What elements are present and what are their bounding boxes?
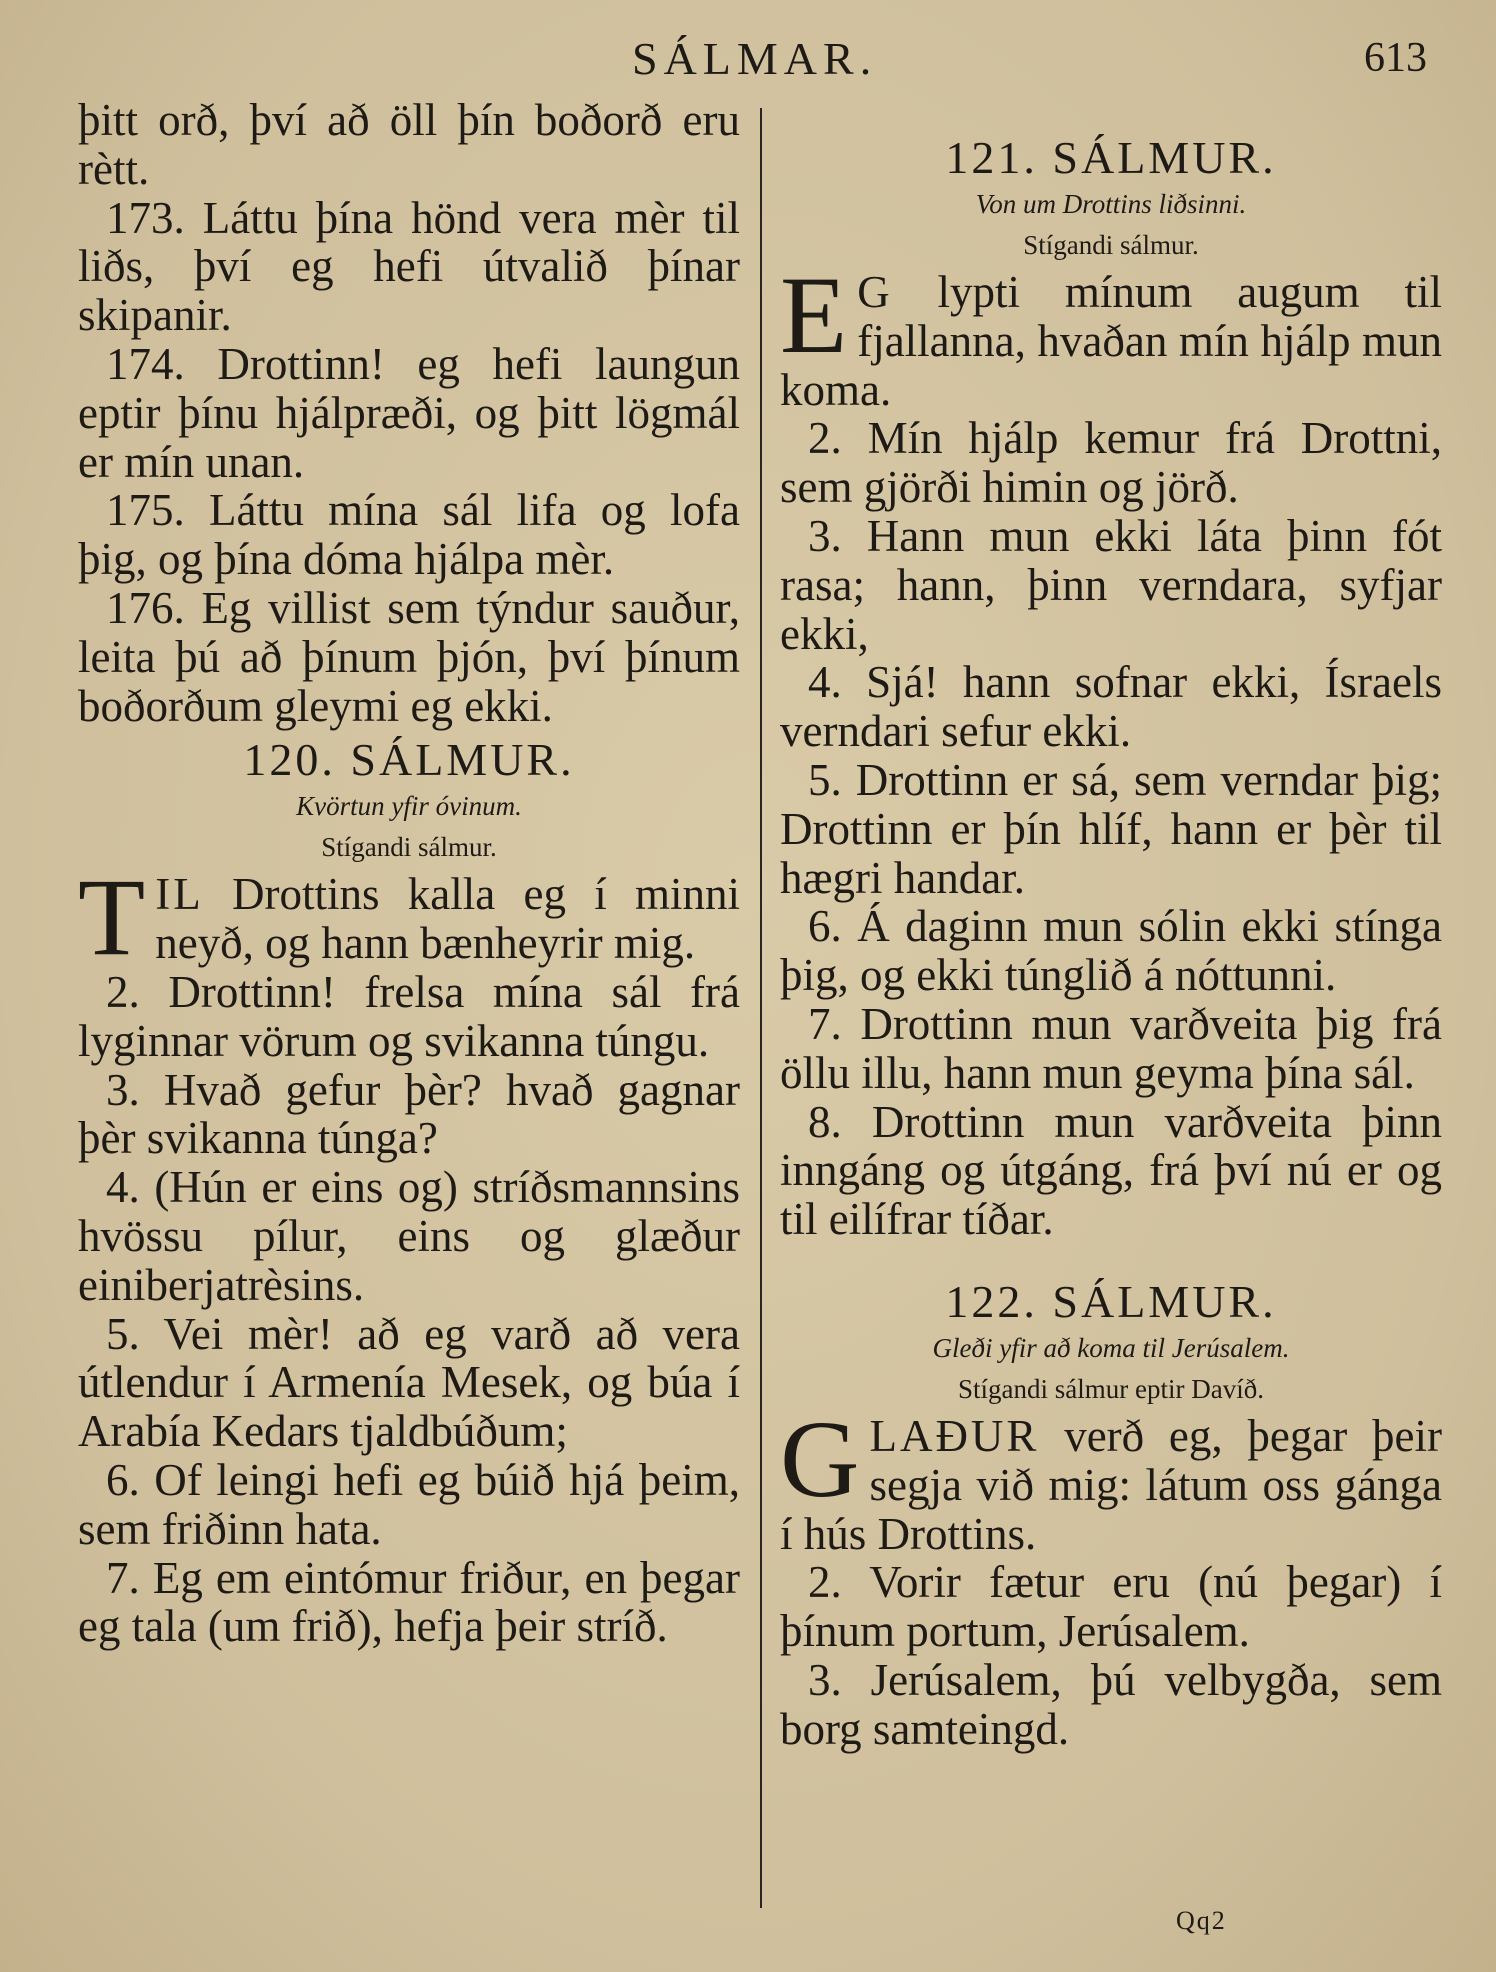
- running-title: SÁLMAR.: [632, 33, 878, 84]
- psalm-121-verse-8: 8. Drottinn mun varðveita þinn inngáng og útgáng, frá því nú er og til eilífrar tíðar.: [780, 1096, 1442, 1245]
- psalm-120-verse-2: 2. Drottinn! frelsa mína sál frá lyginnar vörum og svikanna túngu.: [78, 966, 740, 1066]
- psalm-120-verse-1: [78, 856, 740, 979]
- column-divider: [760, 108, 762, 1908]
- psalm-120-tune: Stígandi sálmur.: [321, 832, 497, 863]
- verse-174: 174. Drottinn! eg hefi laungun eptir þínu hjálpræði, og þitt lögmál er mín unan.: [78, 338, 740, 487]
- psalm-121-verse-4: 4. Sjá! hann sofnar ekki, Ísraels verndari sefur ekki.: [780, 657, 1442, 757]
- verse-text: verð eg, þegar þeir segja við mig: látum oss gánga í hús Drottins.: [780, 1410, 1442, 1559]
- psalm-120-title: 120. SÁLMUR.: [243, 734, 575, 786]
- small-caps: G: [857, 267, 893, 317]
- psalm-121-verse-2: 2. Mín hjálp kemur frá Drottni, sem gjörði himin og jörð.: [780, 413, 1442, 513]
- psalm-121-verse-1: [780, 254, 1442, 415]
- psalm-121-title: 121. SÁLMUR.: [945, 132, 1277, 183]
- small-caps: LAÐUR: [869, 1410, 1040, 1461]
- left-column: [78, 96, 740, 1651]
- verse-text: lypti mínum augum til fjallanna, hvaðan mín hjálp mun koma.: [780, 267, 1442, 415]
- psalm-121-tune: Stígandi sálmur.: [1023, 230, 1199, 260]
- right-column: [780, 128, 1442, 1754]
- psalm-122-subtitle: Gleði yfir að koma til Jerúsalem.: [932, 1332, 1290, 1363]
- psalm-122-verse-3: 3. Jerúsalem, þú velbygða, sem borg samteingd.: [780, 1654, 1442, 1754]
- psalm-121-subtitle: Von um Drottins liðsinni.: [975, 189, 1247, 219]
- verse-175: 175. Láttu mína sál lifa og lofa þig, og þína dóma hjálpa mèr.: [78, 485, 740, 585]
- drop-cap: G: [780, 1397, 860, 1520]
- psalm-122-verse-1: [780, 1397, 1442, 1559]
- verse-continuation: þitt orð, því að öll þín boðorð eru rètt.: [78, 95, 740, 194]
- printer-signature: Qq2: [1176, 1906, 1227, 1935]
- spacer: [780, 1244, 1442, 1272]
- psalm-122-tune: Stígandi sálmur eptir Davíð.: [958, 1373, 1264, 1404]
- small-caps: IL: [155, 869, 204, 920]
- psalm-121-verse-6: 6. Á daginn mun sólin ekki stínga þig, og ekki túnglið á nóttunni.: [780, 901, 1442, 1001]
- page-header: [0, 32, 1496, 92]
- psalm-120-verse-5: 5. Vei mèr! að eg varð að vera útlendur í Armenía Mesek, og búa í Arabía Kedars tjaldbúðum;: [78, 1308, 740, 1457]
- verse-176: 176. Eg villist sem týndur sauður, leita þú að þínum þjón, því þínum boðorðum gleymi eg ekki.: [78, 582, 740, 731]
- psalm-120-verse-7: 7. Eg em eintómur friður, en þegar eg tala (um frið), hefja þeir stríð.: [78, 1552, 740, 1652]
- psalm-120-subtitle: Kvörtun yfir óvinum.: [296, 791, 522, 822]
- psalm-120-verse-4: 4. (Hún er eins og) stríðsmannsins hvössu pílur, eins og glæður einiberjatrèsins.: [78, 1162, 740, 1310]
- psalm-122-title: 122. SÁLMUR.: [945, 1275, 1277, 1327]
- drop-cap: E: [780, 254, 848, 376]
- page-number: 613: [1364, 35, 1427, 81]
- psalm-120-verse-6: 6. Of leingi hefi eg búið hjá þeim, sem friðinn hata.: [78, 1454, 740, 1554]
- psalm-121-verse-5: 5. Drottinn er sá, sem verndar þig; Drottinn er þín hlíf, hann er þèr til hægri handar.: [780, 754, 1442, 903]
- psalm-121-verse-7: 7. Drottinn mun varðveita þig frá öllu illu, hann mun geyma þína sál.: [780, 998, 1442, 1098]
- drop-cap: T: [78, 856, 146, 979]
- psalm-121-verse-3: 3. Hann mun ekki láta þinn fót rasa; hann, þinn verndara, syfjar ekki,: [780, 510, 1442, 659]
- psalm-120-verse-3: 3. Hvað gefur þèr? hvað gagnar þèr svikanna túnga?: [78, 1064, 740, 1164]
- verse-173: 173. Láttu þína hönd vera mèr til liðs, því eg hefi útvalið þínar skipanir.: [78, 192, 740, 341]
- psalm-122-verse-2: 2. Vorir fætur eru (nú þegar) í þínum portum, Jerúsalem.: [780, 1557, 1442, 1657]
- verse-text: Drottins kalla eg í minni neyð, og hann bænheyrir mig.: [155, 869, 740, 969]
